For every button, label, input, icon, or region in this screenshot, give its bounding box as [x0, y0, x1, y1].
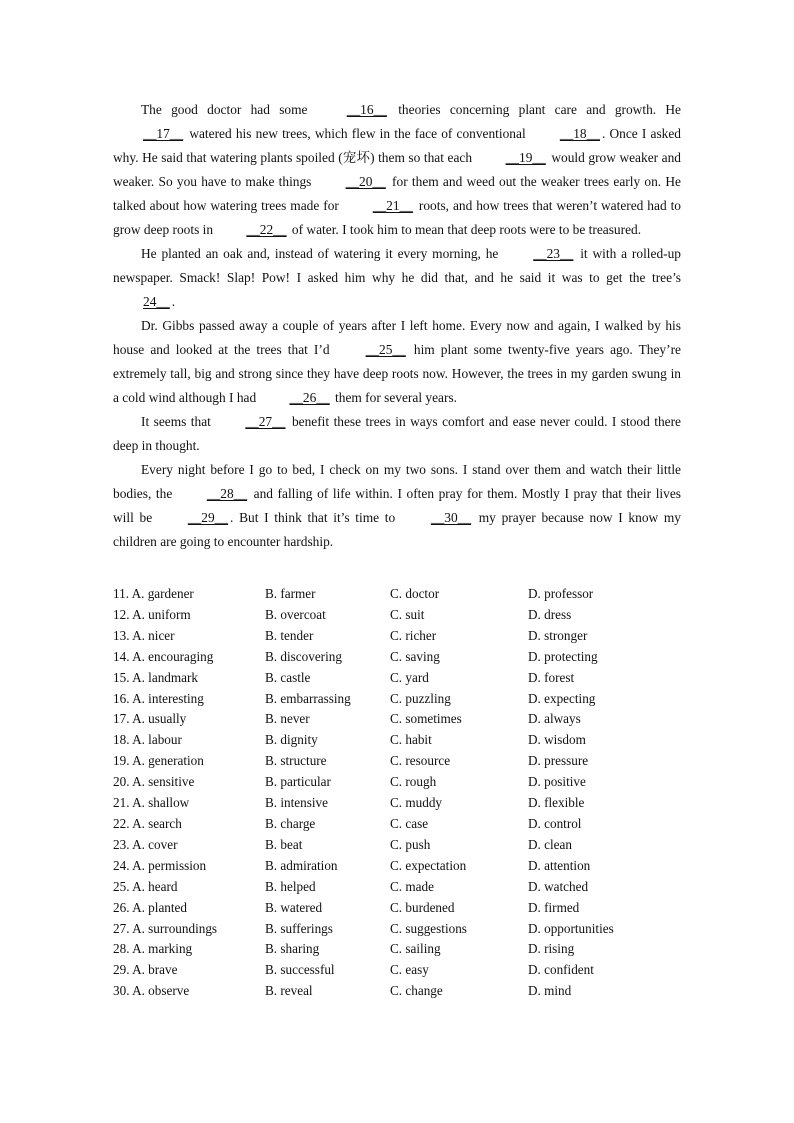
option-row	[113, 584, 681, 605]
passage-text: Dr. Gibbs passed away a couple of years after I left home. Every now and again, I walked by his house and looked at the trees that I’d	[113, 318, 681, 357]
question-number: 24.	[113, 857, 130, 873]
option-row	[113, 689, 681, 710]
option-b: B. tender	[265, 627, 314, 643]
option-c: C. change	[390, 983, 443, 999]
option-d: D. watched	[528, 878, 589, 894]
option-d: D. stronger	[528, 627, 588, 643]
option-b: B. successful	[265, 962, 335, 978]
option-c: C. burdened	[390, 899, 455, 915]
option-row	[113, 772, 681, 793]
option-row	[113, 626, 681, 647]
answer-blank: __25__	[365, 342, 406, 357]
question-number: 22.	[113, 815, 130, 831]
option-a	[113, 584, 265, 605]
option-row	[113, 919, 681, 940]
option-b: B. sharing	[265, 941, 320, 957]
option-d: D. attention	[528, 857, 591, 873]
option-c: C. made	[390, 878, 434, 894]
passage-paragraph	[113, 314, 681, 410]
passage-text: . But I think that it’s time to	[230, 510, 401, 525]
passage-text: of water. I took him to mean that deep roots were to be treasured.	[288, 222, 642, 237]
passage-text: .	[171, 294, 176, 309]
option-a	[113, 877, 265, 898]
option-a-text: A. usually	[132, 711, 187, 727]
option-b: B. never	[265, 711, 310, 727]
option-b: B. dignity	[265, 732, 318, 748]
option-c: C. puzzling	[390, 690, 451, 706]
option-d: D. forest	[528, 669, 575, 685]
answer-blank: __17__	[143, 126, 184, 141]
answer-blank: __23__	[533, 246, 574, 261]
passage-paragraph	[113, 410, 681, 458]
option-b: B. discovering	[265, 648, 342, 664]
option-c: C. saving	[390, 648, 440, 664]
option-a-text: A. cover	[132, 836, 178, 852]
option-d: D. confident	[528, 962, 594, 978]
option-b: B. intensive	[265, 795, 329, 811]
passage-text: for them and weed out the weaker trees early on. He talked about how watering trees made for	[113, 174, 681, 213]
passage-text: them for several years.	[331, 390, 457, 405]
option-d: D. flexible	[528, 795, 585, 811]
passage-text: him plant some twenty-five years ago. They’re extremely tall, big and strong since they have deep roots now. However, the trees in my garden swung in a cold wind although I had	[113, 342, 681, 405]
option-row	[113, 605, 681, 626]
option-c: C. suit	[390, 606, 425, 622]
option-a	[113, 793, 265, 814]
option-a-text: A. interesting	[132, 690, 204, 706]
option-b: B. watered	[265, 899, 323, 915]
option-b: B. reveal	[265, 983, 313, 999]
option-a-text: A. generation	[132, 753, 204, 769]
option-d: D. rising	[528, 941, 575, 957]
option-a	[113, 835, 265, 856]
option-c: C. doctor	[390, 586, 440, 601]
option-a	[113, 689, 265, 710]
passage-text: He planted an oak and, instead of watering it every morning, he	[141, 246, 504, 261]
option-b: B. helped	[265, 878, 316, 894]
answer-blank: __21__	[372, 198, 413, 213]
answer-blank: __30__	[430, 510, 472, 525]
option-d: D. positive	[528, 774, 586, 790]
option-b: B. castle	[265, 669, 311, 685]
answer-blank: __26__	[289, 390, 330, 405]
question-number: 19.	[113, 753, 130, 769]
option-b: B. structure	[265, 753, 327, 769]
option-row	[113, 751, 681, 772]
option-c: C. push	[390, 836, 431, 852]
option-a-text: A. landmark	[132, 669, 198, 685]
question-number: 23.	[113, 836, 130, 852]
question-number: 15.	[113, 669, 130, 685]
option-c: C. expectation	[390, 857, 467, 873]
option-c: C. easy	[390, 962, 429, 978]
option-a-text: A. encouraging	[132, 648, 214, 664]
passage-text: Every night before I go to bed, I check on my two sons. I stand over them and watch their little bodies, the	[113, 462, 681, 501]
question-number: 21.	[113, 795, 130, 811]
option-row	[113, 835, 681, 856]
option-row	[113, 877, 681, 898]
option-d: D. firmed	[528, 899, 580, 915]
option-row	[113, 647, 681, 668]
passage-text: It seems that	[141, 414, 216, 429]
option-a-text: A. brave	[132, 962, 178, 978]
option-a	[113, 981, 265, 1002]
question-number: 12.	[113, 606, 130, 622]
option-a	[113, 605, 265, 626]
option-c: C. habit	[390, 732, 432, 748]
option-row	[113, 898, 681, 919]
passage-text: my prayer because now I know my children are going to encounter hardship.	[113, 510, 681, 549]
option-c: C. muddy	[390, 795, 443, 811]
question-number: 27.	[113, 920, 130, 936]
option-a-text: A. labour	[132, 732, 182, 748]
option-d: D. wisdom	[528, 732, 586, 748]
option-row	[113, 960, 681, 981]
option-b: B. admiration	[265, 857, 338, 873]
question-number: 13.	[113, 627, 130, 643]
option-b: B. particular	[265, 774, 331, 790]
option-a-text: A. nicer	[132, 627, 175, 643]
option-a-text: A. uniform	[132, 606, 191, 622]
question-number: 26.	[113, 899, 130, 915]
options-list	[113, 584, 681, 1002]
option-a	[113, 751, 265, 772]
option-c: C. richer	[390, 627, 437, 643]
option-c: C. yard	[390, 669, 429, 685]
passage-paragraph	[113, 458, 681, 554]
passage-paragraph	[113, 98, 681, 242]
passage-text: and falling of life within. I often pray for them. Mostly I pray that their lives will be	[113, 486, 681, 525]
question-number: 30.	[113, 983, 130, 999]
option-c: C. case	[390, 815, 429, 831]
answer-blank: __19__	[505, 150, 546, 165]
passage-text: would grow weaker and weaker. So you have to make things	[113, 150, 681, 189]
passage-text: it with a rolled-up newspaper. Smack! Slap! Pow! I asked him why he did that, and he said it was to get the tree’s	[113, 246, 681, 285]
option-d: D. opportunities	[528, 920, 614, 936]
passage-text: theories concerning plant care and growth. He	[388, 102, 681, 117]
option-a-text: A. heard	[132, 878, 178, 894]
option-a	[113, 772, 265, 793]
option-a-text: A. gardener	[131, 586, 194, 601]
option-b: B. embarrassing	[265, 690, 351, 706]
option-b: B. beat	[265, 836, 303, 852]
cloze-passage	[113, 98, 681, 554]
passage-text: The good doctor had some	[141, 102, 317, 117]
question-number: 29.	[113, 962, 130, 978]
option-d: D. clean	[528, 836, 572, 852]
passage-paragraph	[113, 242, 681, 314]
option-d: D. protecting	[528, 648, 598, 664]
passage-text: watered his new trees, which flew in the face of conventional	[185, 126, 530, 141]
option-c: C. resource	[390, 753, 451, 769]
option-b: B. sufferings	[265, 920, 333, 936]
option-a	[113, 730, 265, 751]
option-a	[113, 647, 265, 668]
question-number: 18.	[113, 732, 130, 748]
option-a-text: A. sensitive	[132, 774, 195, 790]
option-d: D. professor	[528, 586, 594, 601]
passage-text: . Once I asked why. He said that watering plants spoiled (宠坏) them so that each	[113, 126, 682, 165]
option-d: D. always	[528, 711, 581, 727]
question-number: 14.	[113, 648, 130, 664]
document-page	[113, 98, 681, 1002]
option-c: C. rough	[390, 774, 437, 790]
option-a	[113, 856, 265, 877]
option-a	[113, 960, 265, 981]
answer-blank: __22__	[246, 222, 287, 237]
option-row	[113, 981, 681, 1002]
option-a	[113, 919, 265, 940]
answer-blank: __18__	[559, 126, 600, 141]
option-a	[113, 898, 265, 919]
option-d: D. mind	[528, 983, 572, 999]
option-d: D. dress	[528, 606, 572, 622]
option-a-text: A. planted	[132, 899, 187, 915]
question-number: 20.	[113, 774, 130, 790]
answer-blank: __29__	[187, 510, 229, 525]
option-a	[113, 709, 265, 730]
option-a-text: A. marking	[132, 941, 193, 957]
option-c: C. sailing	[390, 941, 441, 957]
option-row	[113, 709, 681, 730]
question-number: 17.	[113, 711, 130, 727]
option-row	[113, 856, 681, 877]
option-a	[113, 668, 265, 689]
option-d: D. expecting	[528, 690, 596, 706]
option-a-text: A. shallow	[132, 795, 190, 811]
question-number: 16.	[113, 690, 130, 706]
option-a-text: A. search	[132, 815, 182, 831]
option-row	[113, 730, 681, 751]
answer-blank: __16__	[346, 102, 387, 117]
option-row	[113, 939, 681, 960]
option-row	[113, 668, 681, 689]
answer-blank: __27__	[245, 414, 286, 429]
option-a-text: A. permission	[132, 857, 207, 873]
answer-blank: __28__	[206, 486, 248, 501]
option-d: D. control	[528, 815, 582, 831]
passage-text: benefit these trees in ways comfort and ease never could. I stood there deep in thought.	[113, 414, 682, 453]
option-row	[113, 814, 681, 835]
option-b: B. farmer	[265, 586, 316, 601]
question-number: 11.	[113, 586, 129, 601]
option-a	[113, 939, 265, 960]
option-a-text: A. surroundings	[132, 920, 218, 936]
option-c: C. suggestions	[390, 920, 467, 936]
answer-blank: 24__	[143, 294, 170, 309]
option-a-text: A. observe	[132, 983, 190, 999]
option-c: C. sometimes	[390, 711, 462, 727]
option-a	[113, 626, 265, 647]
option-d: D. pressure	[528, 753, 589, 769]
answer-blank: __20__	[345, 174, 386, 189]
option-row	[113, 793, 681, 814]
passage-text: roots, and how trees that weren’t watered had to grow deep roots in	[113, 198, 681, 237]
question-number: 28.	[113, 941, 130, 957]
option-b: B. charge	[265, 815, 316, 831]
option-b: B. overcoat	[265, 606, 326, 622]
option-a	[113, 814, 265, 835]
question-number: 25.	[113, 878, 130, 894]
